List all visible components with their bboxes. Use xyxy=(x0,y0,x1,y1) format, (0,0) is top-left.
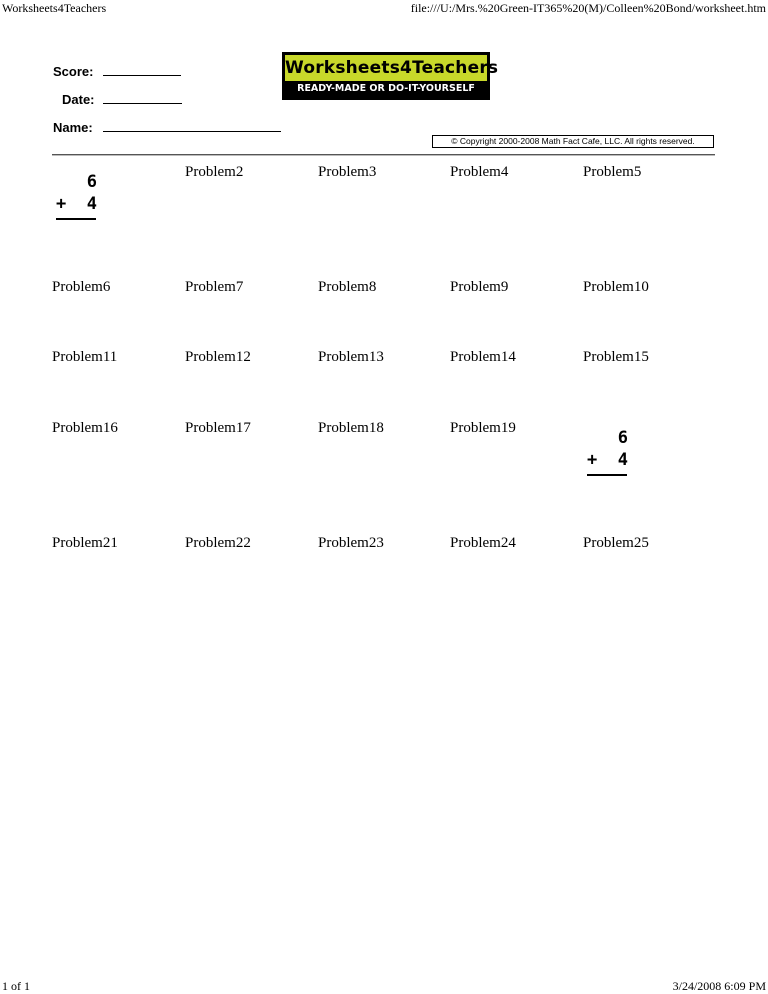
problem-label: Problem23 xyxy=(318,535,384,551)
problem-label: Problem13 xyxy=(318,349,384,365)
problem-label: Problem14 xyxy=(450,349,516,365)
header-divider xyxy=(52,154,715,156)
page-number: 1 of 1 xyxy=(2,979,30,993)
math-answer-line xyxy=(56,218,96,220)
problem-label: Problem22 xyxy=(185,535,251,551)
score-line xyxy=(103,75,181,76)
print-datetime: 3/24/2008 6:09 PM xyxy=(672,979,766,993)
problem-label: Problem17 xyxy=(185,420,251,436)
problem-label: Problem7 xyxy=(185,279,244,295)
math-bottom-number: 4 xyxy=(617,450,628,470)
math-answer-line xyxy=(587,474,627,476)
score-label: Score: xyxy=(53,64,94,79)
problem-label: Problem2 xyxy=(185,164,244,180)
math-operator: + xyxy=(56,194,67,214)
math-problem-20 xyxy=(587,427,631,476)
problem-label: Problem12 xyxy=(185,349,251,365)
browser-page-title: Worksheets4Teachers xyxy=(2,1,107,15)
problem-label: Problem15 xyxy=(583,349,649,365)
problem-label: Problem21 xyxy=(52,535,118,551)
math-top-number: 6 xyxy=(86,172,97,192)
name-line xyxy=(103,131,281,132)
copyright-notice: © Copyright 2000-2008 Math Fact Cafe, LLC. All rights reserved. xyxy=(432,135,714,148)
problem-label: Problem25 xyxy=(583,535,649,551)
math-operator: + xyxy=(587,450,598,470)
date-field xyxy=(62,92,95,108)
problem-label: Problem11 xyxy=(52,349,118,365)
logo-tagline: READY-MADE OR DO-IT-YOURSELF xyxy=(297,83,475,94)
name-label: Name: xyxy=(53,120,93,135)
problem-label: Problem6 xyxy=(52,279,111,295)
problem-label: Problem24 xyxy=(450,535,516,551)
name-field xyxy=(53,120,93,136)
problem-label: Problem8 xyxy=(318,279,377,295)
problem-label: Problem5 xyxy=(583,164,642,180)
problem-label: Problem10 xyxy=(583,279,649,295)
problem-label: Problem4 xyxy=(450,164,509,180)
problem-label: Problem18 xyxy=(318,420,384,436)
math-top-number: 6 xyxy=(617,428,628,448)
math-bottom-number: 4 xyxy=(86,194,97,214)
date-label: Date: xyxy=(62,92,95,107)
date-line xyxy=(103,103,182,104)
score-field xyxy=(53,64,93,80)
logo-title: Worksheets4Teachers xyxy=(285,55,487,81)
problem-label: Problem16 xyxy=(52,420,118,436)
page-url: file:///U:/Mrs.%20Green-IT365%20(M)/Colleen%20Bond/worksheet.htm xyxy=(410,1,766,15)
problem-label: Problem19 xyxy=(450,420,516,436)
problem-label: Problem9 xyxy=(450,279,509,295)
problem-label: Problem3 xyxy=(318,164,377,180)
math-problem-1 xyxy=(56,171,100,220)
worksheets4teachers-logo xyxy=(282,52,499,100)
